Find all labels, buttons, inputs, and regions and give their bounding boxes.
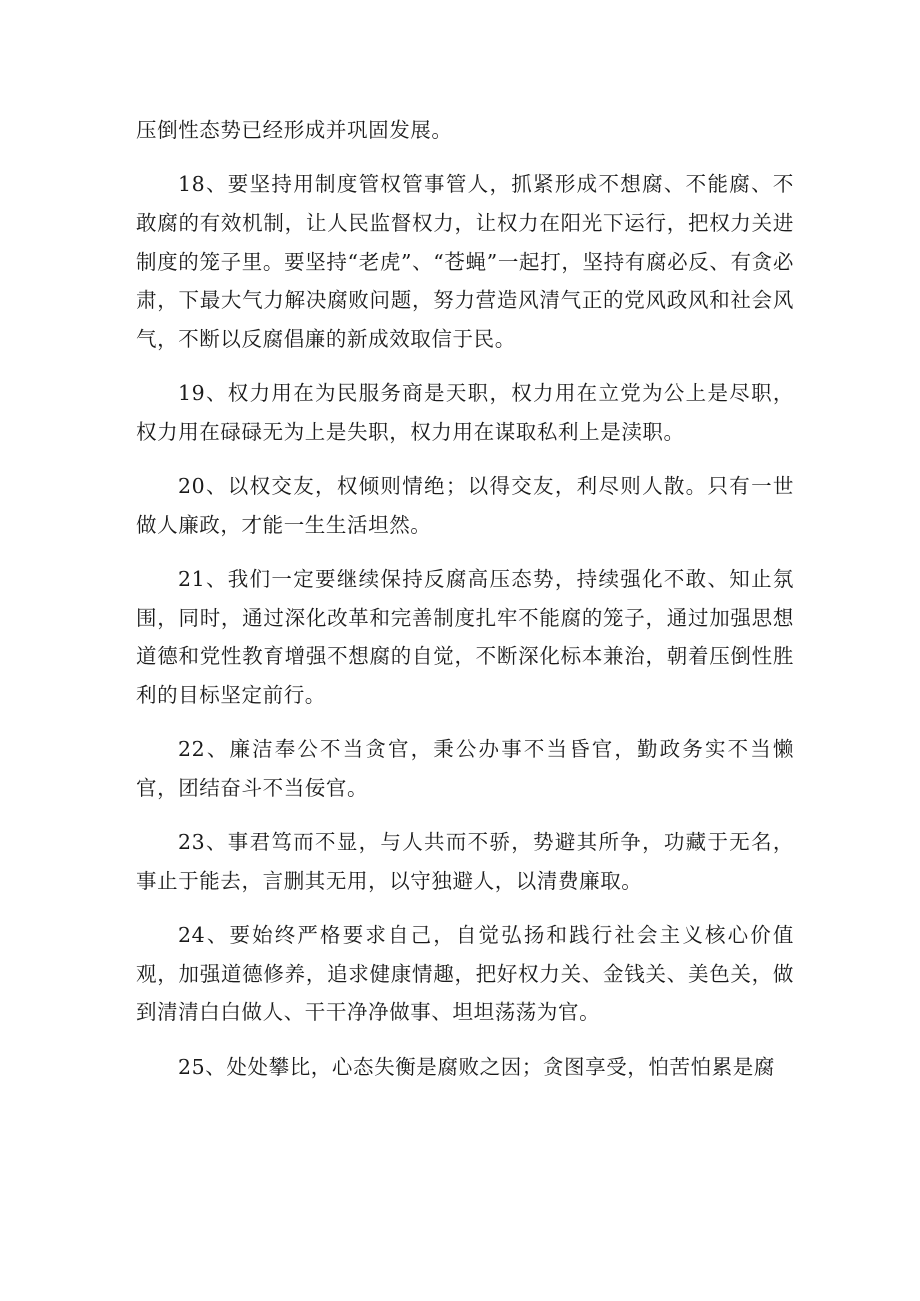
paragraph-25: 25、处处攀比，心态失衡是腐败之因；贪图享受，怕苦怕累是腐 [178, 1054, 775, 1079]
paragraph-18: 18、要坚持用制度管权管事管人，抓紧形成不想腐、不能腐、不敢腐的有效机制，让人民监督权力，让权力在阳光下运行，把权力关进制度的笼子里。要坚持“老虎”、“苍蝇”一起打，坚持有腐必反、有贪必肃，下最大气力解决腐败问题，努力营造风清气正的党风政风和社会风气，不断以反腐倡廉的新成效取信于民。 [136, 172, 794, 351]
paragraph-20: 20、以权交友，权倾则情绝；以得交友，利尽则人散。只有一世做人廉政，才能一生生活坦然。 [136, 474, 794, 537]
document-body [136, 111, 794, 1102]
paragraph-continued: 压倒性态势已经形成并巩固发展。 [136, 118, 453, 142]
paragraph-22: 22、廉洁奉公不当贪官，秉公办事不当昏官，勤政务实不当懒官，团结奋斗不当佞官。 [136, 737, 794, 800]
paragraph-24: 24、要始终严格要求自己，自觉弘扬和践行社会主义核心价值观，加强道德修养，追求健康情趣，把好权力关、金钱关、美色关，做到清清白白做人、干干净净做事、坦坦荡荡为官。 [136, 923, 794, 1025]
paragraph-19: 19、权力用在为民服务商是天职，权力用在立党为公上是尽职，权力用在碌碌无为上是失职，权力用在谋取私利上是渎职。 [136, 381, 794, 444]
paragraph-23: 23、事君笃而不显，与人共而不骄，势避其所争，功藏于无名，事止于能去，言删其无用，以守独避人，以清费廉取。 [136, 830, 794, 893]
paragraph-21: 21、我们一定要继续保持反腐高压态势，持续强化不敢、知止氛围，同时，通过深化改革和完善制度扎牢不能腐的笼子，通过加强思想道德和党性教育增强不想腐的自觉，不断深化标本兼治，朝着压倒性胜利的目标坚定前行。 [136, 567, 794, 707]
